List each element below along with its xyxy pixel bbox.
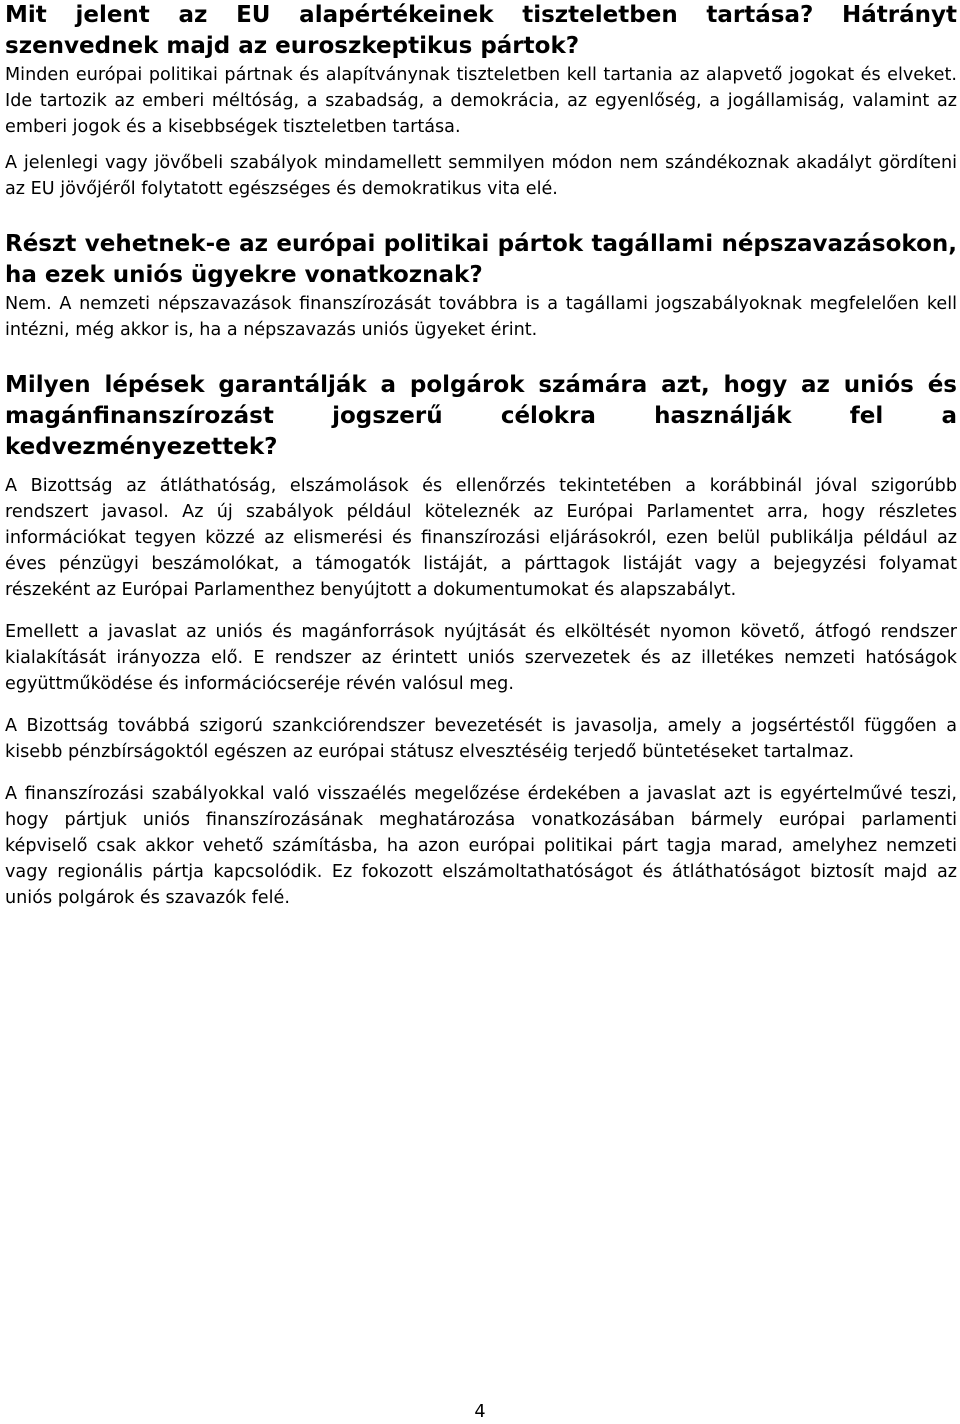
section-heading: Milyen lépések garantálják a polgárok számára azt, hogy az uniós és magánfinanszírozást jogszerű célokra használják fel a kedvezményezettek? bbox=[5, 372, 957, 460]
section-heading: Mit jelent az EU alapértékeinek tiszteletben tartása? Hátrányt szenvednek majd az euroszkeptikus pártok? bbox=[5, 2, 957, 59]
paragraph: A Bizottság továbbá szigorú szankciórendszer bevezetését is javasolja, amely a jogsértéstől függően a kisebb pénzbírságoktól egészen az európai státusz elvesztéséig terjedő büntetéseket tartalmaz. bbox=[5, 716, 957, 762]
section-heading: Részt vehetnek-e az európai politikai pártok tagállami népszavazásokon, ha ezek uniós ügyekre vonatkoznak? bbox=[5, 231, 957, 288]
section-funding-guarantees bbox=[5, 370, 957, 911]
paragraph: A jelenlegi vagy jövőbeli szabályok mindamellett semmilyen módon nem szándékoznak akadályt gördíteni az EU jövőjéről folytatott egészséges és demokratikus vita elé. bbox=[5, 153, 957, 199]
section-referendums bbox=[5, 229, 957, 343]
paragraph: Emellett a javaslat az uniós és magánforrások nyújtását és elköltését nyomon követő, átfogó rendszer kialakítását irányozza elő. E rendszer az érintett uniós szervezetek és az illetékes nemzeti hatóságok együttműködése és információcseréje révén valósul meg. bbox=[5, 622, 957, 694]
paragraph: Nem. A nemzeti népszavazások finanszírozását továbbra is a tagállami jogszabályoknak megfelelően kell intézni, még akkor is, ha a népszavazás uniós ügyeket érint. bbox=[5, 294, 957, 340]
paragraph: A Bizottság az átláthatóság, elszámolások és ellenőrzés tekintetében a korábbinál jóval szigorúbb rendszert javasol. Az új szabályok például köteleznék az Európai Parlamentet arra, hogy részletes információkat tegyen közzé az elismerési és finanszírozási eljárásokról, ezen belül publikálja például az éves pénzügyi beszámolókat, a támogatók listáját, a párttagok listáját vagy a bejegyzési folyamat részeként az Európai Parlamenthez benyújtott a dokumentumokat és alapszabályt. bbox=[5, 476, 957, 600]
section-eu-values bbox=[5, 0, 957, 202]
document-page bbox=[5, 0, 957, 911]
page-number: 4 bbox=[474, 1402, 486, 1422]
paragraph: A finanszírozási szabályokkal való visszaélés megelőzése érdekében a javaslat azt is egyértelművé teszi, hogy pártjuk uniós finanszírozásának meghatározása vonatkozásában bármely európai parlamenti képviselő csak akkor vehető számításba, ha azon európai politikai párt tagja marad, amelyhez nemzeti vagy regionális pártja kapcsolódik. Ez fokozott elszámoltathatóságot és átláthatóságot biztosít majd az uniós polgárok és szavazók felé. bbox=[5, 784, 957, 908]
paragraph: Minden európai politikai pártnak és alapítványnak tiszteletben kell tartania az alapvető jogokat és elveket. Ide tartozik az emberi méltóság, a szabadság, a demokrácia, az egyenlőség, a jogállamiság, valamint az emberi jogok és a kisebbségek tiszteletben tartása. bbox=[5, 65, 957, 137]
